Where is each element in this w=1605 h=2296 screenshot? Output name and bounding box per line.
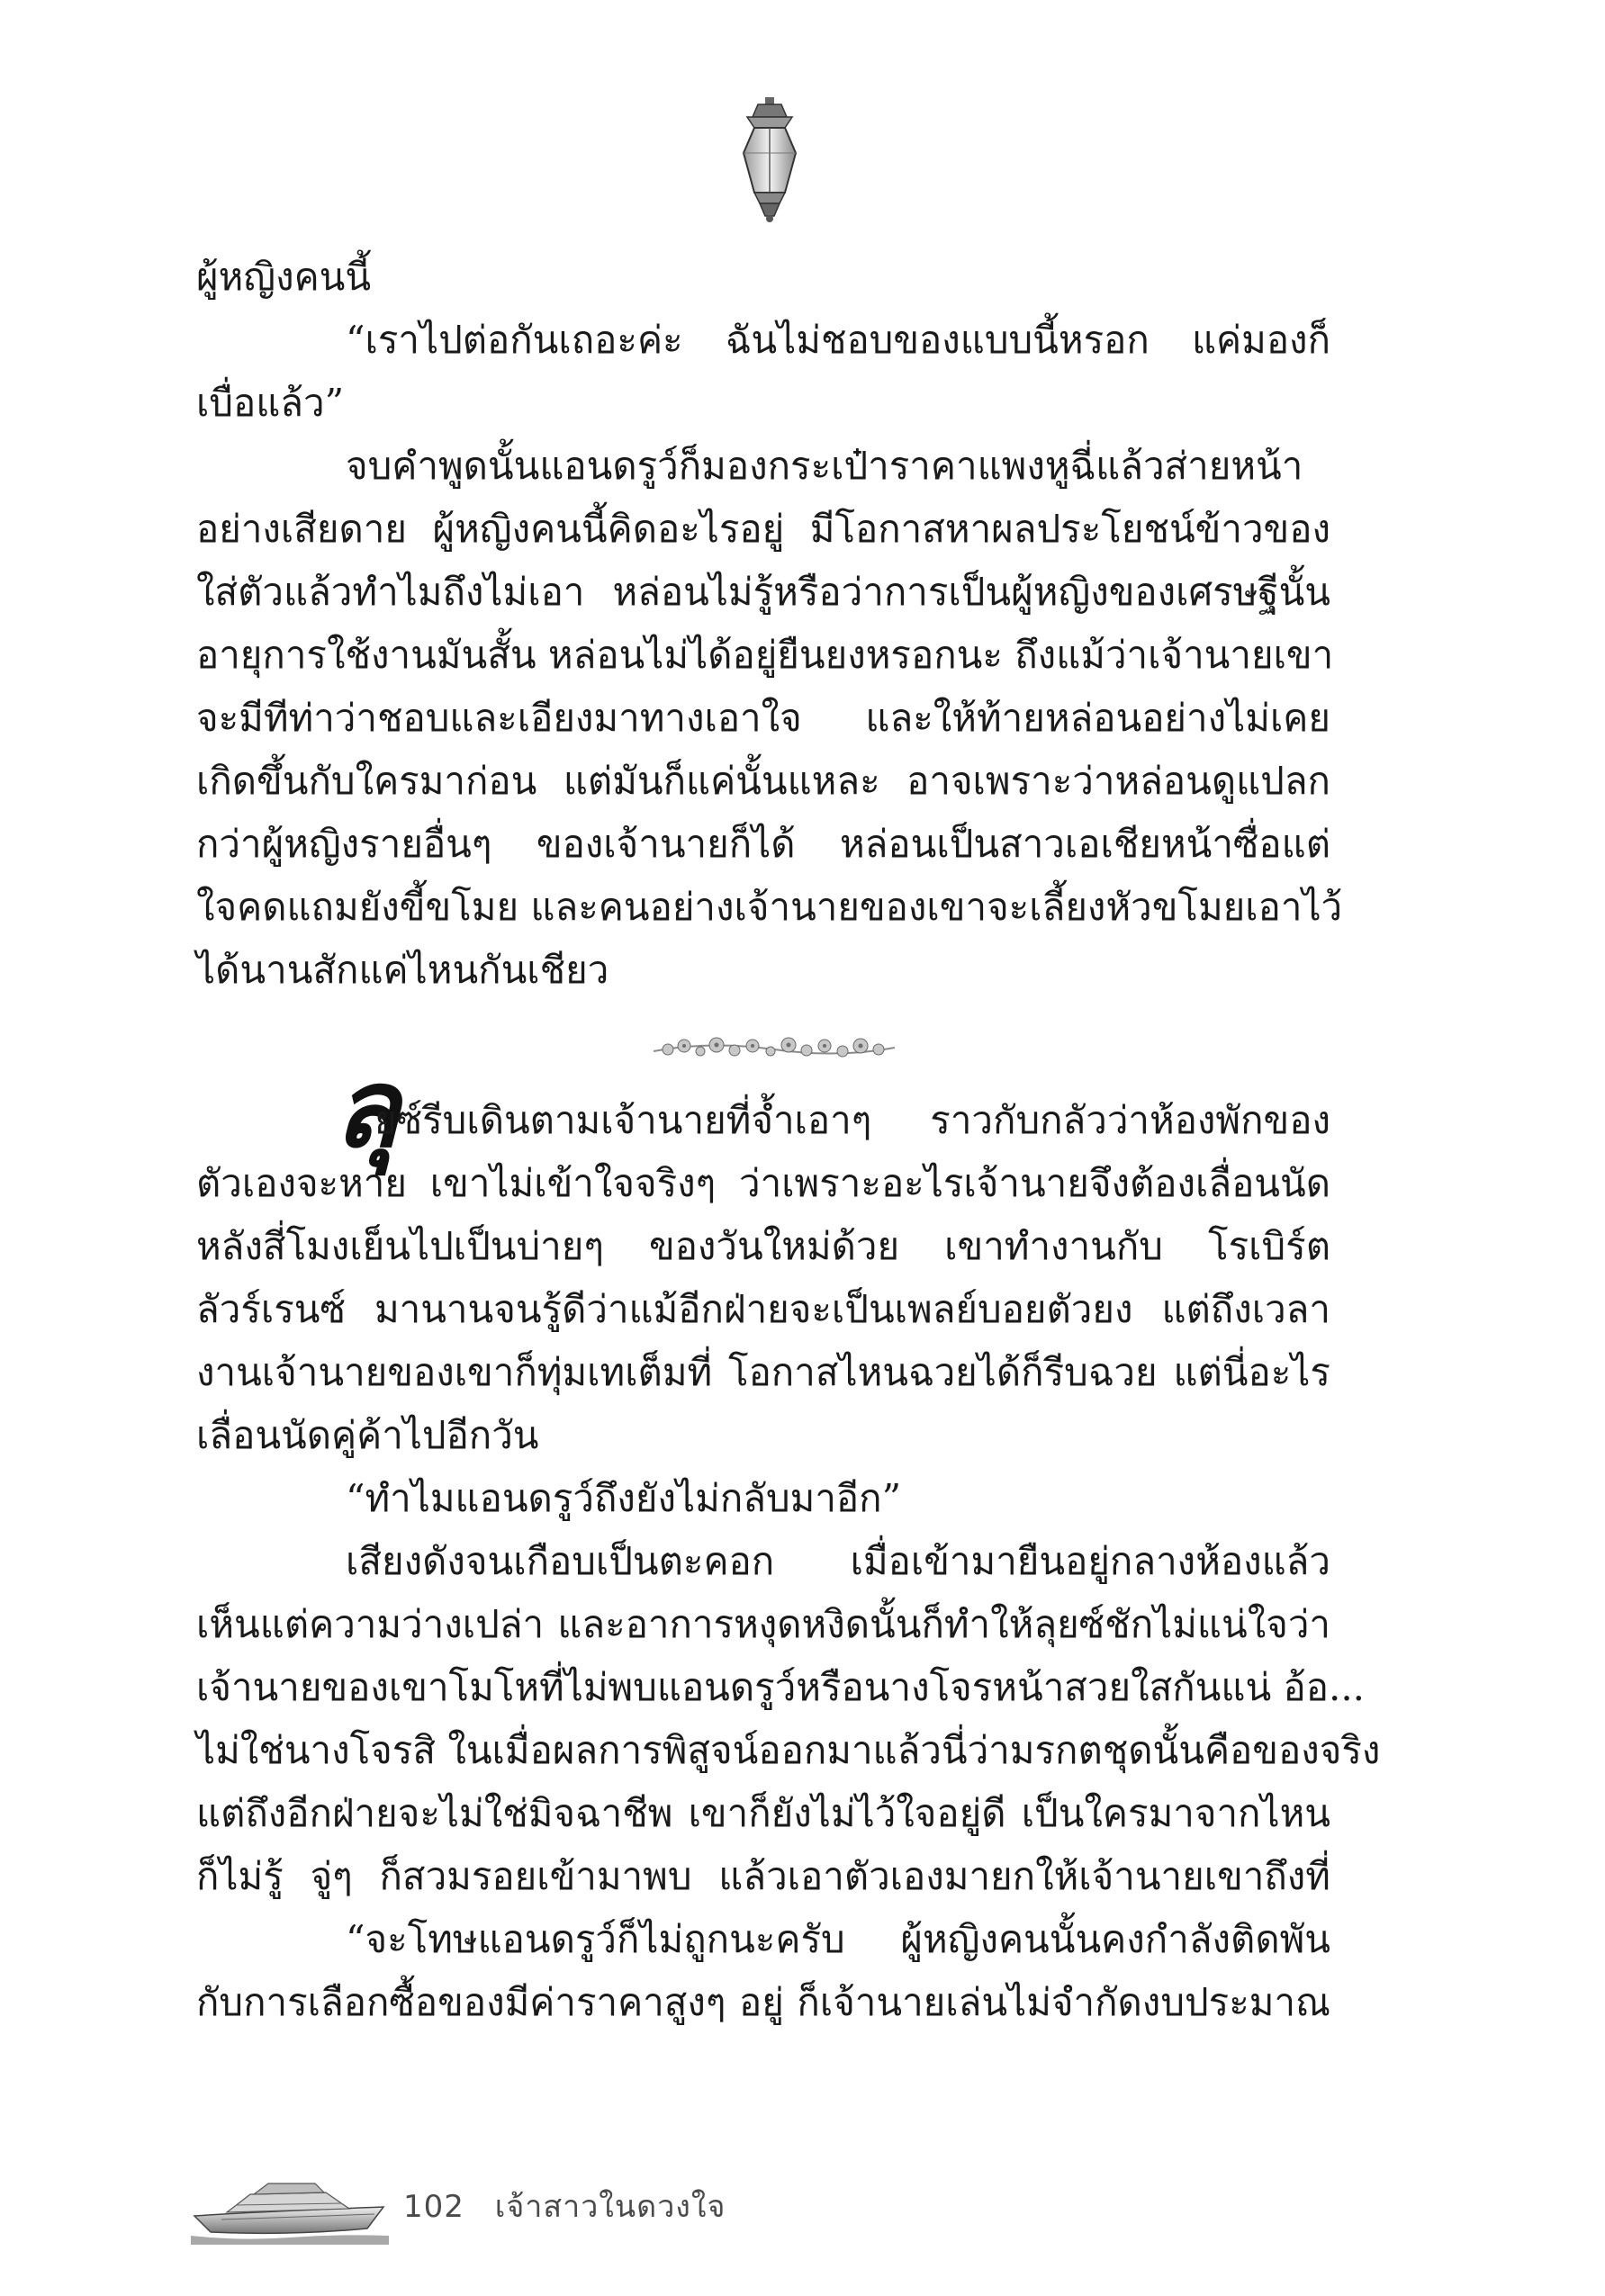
text-line: กับการเลือกซื้อของมีค่าราคาสูงๆ อยู่ ก็เจ้านายเล่นไม่จำกัดงบประมาณ (196, 1980, 1330, 2024)
text-line: ใส่ตัวแล้วทำไมถึงไม่เอา หล่อนไม่รู้หรือว่าการเป็นผู้หญิงของเศรษฐีนั้น (196, 570, 1330, 614)
text-line: เบื่อแล้ว” (196, 381, 345, 425)
text-line: ได้นานสักแค่ไหนกันเชียว (196, 948, 609, 992)
page-footer (403, 2189, 726, 2225)
text-line: แต่ถึงอีกฝ่ายจะไม่ใช่มิจฉาชีพ เขาก็ยังไม่ไว้ใจอยู่ดี เป็นใครมาจากไหน (196, 1791, 1330, 1835)
text-line: ลัวร์เรนซ์ มานานจนรู้ดีว่าแม้อีกฝ่ายจะเป็นเพลย์บอยตัวยง แต่ถึงเวลา (196, 1287, 1330, 1331)
text-line: เห็นแต่ความว่างเปล่า และอาการหงุดหงิดนั้นก็ทำให้ลุยซ์ชักไม่แน่ใจว่า (196, 1602, 1330, 1646)
text-line: เลื่อนนัดคู่ค้าไปอีกวัน (196, 1413, 539, 1457)
drop-cap: ลุ (333, 1045, 400, 1172)
text-line: อายุการใช้งานมันสั้น หล่อนไม่ได้อยู่ยืนยงหรอกนะ ถึงแม้ว่าเจ้านายเขา (196, 633, 1334, 677)
text-line: อย่างเสียดาย ผู้หญิงคนนี้คิดอะไรอยู่ มีโอกาสหาผลประโยชน์ข้าวของ (196, 507, 1330, 551)
text-line: เสียงดังจนเกือบเป็นตะคอก เมื่อเข้ามายืนอยู่กลางห้องแล้ว (346, 1539, 1330, 1583)
flower-divider-ornament (648, 1031, 900, 1067)
text-line: ตัวเองจะหาย เขาไม่เข้าใจจริงๆ ว่าเพราะอะไรเจ้านายจึงต้องเลื่อนนัด (196, 1161, 1330, 1205)
text-line: ใจคดแถมยังขี้ขโมย และคนอย่างเจ้านายของเขาจะเลี้ยงหัวขโมยเอาไว้ (196, 885, 1343, 929)
text-line: งานเจ้านายของเขาก็ทุ่มเทเต็มที่ โอกาสไหนฉวยได้ก็รีบฉวย แต่นี่อะไร (196, 1350, 1330, 1394)
text-line: ไม่ใช่นางโจรสิ ในเมื่อผลการพิสูจน์ออกมาแล้วนี่ว่ามรกตชุดนั้นคือของจริง (196, 1728, 1381, 1772)
lantern-icon (731, 97, 808, 223)
page-number: 102 (403, 2189, 464, 2225)
paragraph-block-1 (196, 246, 1343, 1002)
text-line: “ทำไมแอนดรูว์ถึงยังไม่กลับมาอีก” (346, 1476, 902, 1520)
text-line: เกิดขึ้นกับใครมาก่อน แต่มันก็แค่นั้นแหละ อาจเพราะว่าหล่อนดูแปลก (196, 759, 1330, 803)
text-line: กว่าผู้หญิงรายอื่นๆ ของเจ้านายก็ได้ หล่อนเป็นสาวเอเชียหน้าซื่อแต่ (196, 822, 1330, 866)
text-line: “เราไปต่อกันเถอะค่ะ ฉันไม่ชอบของแบบนี้หรอก แค่มองก็ (346, 318, 1330, 362)
text-line: ผู้หญิงคนนี้ (196, 255, 372, 299)
text-line: หลังสี่โมงเย็นไปเป็นบ่ายๆ ของวันใหม่ด้วย เขาทำงานกับ โรเบิร์ต (196, 1224, 1330, 1268)
paragraph-block-2 (196, 1089, 1381, 2034)
book-title: เจ้าสาวในดวงใจ (494, 2189, 726, 2225)
cruise-ship-icon (191, 2176, 389, 2245)
text-line: ก็ไม่รู้ จู่ๆ ก็สวมรอยเข้ามาพบ แล้วเอาตัวเองมายกให้เจ้านายเขาถึงที่ (196, 1854, 1330, 1898)
text-line: จบคำพูดนั้นแอนดรูว์ก็มองกระเป๋าราคาแพงหูฉี่แล้วส่ายหน้า (346, 444, 1303, 488)
text-line: ยซ์รีบเดินตามเจ้านายที่จ้ำเอาๆ ราวกับกลัวว่าห้องพักของ (374, 1098, 1330, 1142)
text-line: จะมีทีท่าว่าชอบและเอียงมาทางเอาใจ และให้ท้ายหล่อนอย่างไม่เคย (196, 696, 1330, 740)
text-line: “จะโทษแอนดรูว์ก็ไม่ถูกนะครับ ผู้หญิงคนนั้นคงกำลังติดพัน (346, 1917, 1330, 1961)
text-line: เจ้านายของเขาโมโหที่ไม่พบแอนดรูว์หรือนางโจรหน้าสวยใสกันแน่ อ้อ... (196, 1665, 1366, 1709)
